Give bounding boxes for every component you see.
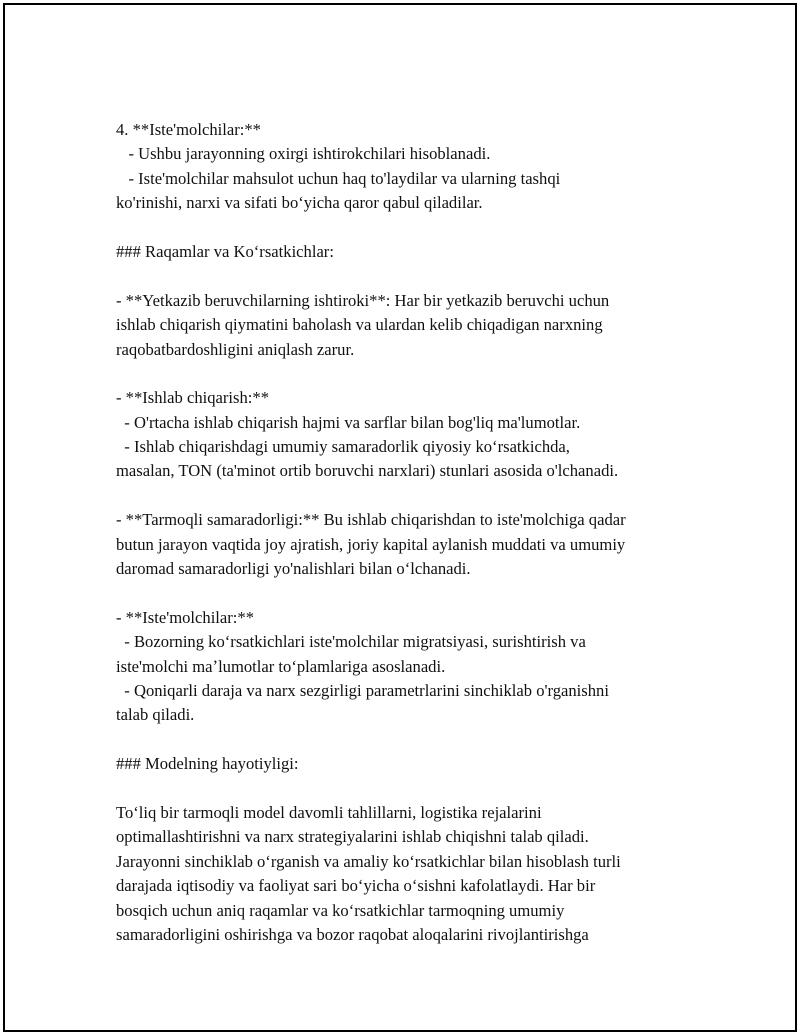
- section-heading: ### Modelning hayotiyligi:: [116, 754, 299, 774]
- section-heading: ### Raqamlar va Koʻrsatkichlar:: [116, 241, 334, 261]
- text-line: iste'molchi maʼlumotlar toʻplamlariga asoslanadi.: [116, 656, 446, 676]
- list-item-heading: 4. **Iste'molchilar:**: [116, 120, 261, 139]
- blank-line: [116, 264, 736, 288]
- text-line: ishlab chiqarish qiymatini baholash va ulardan kelib chiqadigan narxning: [116, 315, 603, 335]
- text-line: - Qoniqarli daraja va narx sezgirligi parametrlarini sinchiklab o'rganishni: [116, 680, 609, 700]
- text-line: raqobatbardoshligini aniqlash zarur.: [116, 339, 355, 359]
- text-line: masalan, TON (ta'minot ortib boruvchi narxlari) stunlari asosida o'lchanadi.: [116, 461, 619, 481]
- list-item-heading: - **Ishlab chiqarish:**: [116, 388, 269, 408]
- text-line: - O'rtacha ishlab chiqarish hajmi va sarflar bilan bog'liq ma'lumotlar.: [116, 412, 581, 432]
- blank-line: [116, 728, 736, 752]
- text-line: - Bozorning koʻrsatkichlari iste'molchilar migratsiyasi, surishtirish va: [116, 632, 586, 652]
- text-line: - Ishlab chiqarishdagi umumiy samaradorlik qiyosiy koʻrsatkichda,: [116, 437, 570, 457]
- text-line: talab qiladi.: [116, 705, 195, 725]
- text-line: Jarayonni sinchiklab oʻrganish va amaliy koʻrsatkichlar bilan hisoblash turli: [116, 851, 621, 871]
- text-line: - **Tarmoqli samaradorligi:** Bu ishlab chiqarishdan to iste'molchiga qadar: [116, 510, 626, 530]
- text-line: Toʻliq bir tarmoqli model davomli tahlillarni, logistika rejalarini: [116, 802, 542, 822]
- text-line: samaradorligini oshirishga va bozor raqobat aloqalarini rivojlantirishga: [116, 924, 589, 944]
- text-line: - **Yetkazib beruvchilarning ishtiroki**: Har bir yetkazib beruvchi uchun: [116, 290, 610, 310]
- text-line: optimallashtirishni va narx strategiyalarini ishlab chiqishni talab qiladi.: [116, 827, 589, 847]
- text-line: - Iste'molchilar mahsulot uchun haq to'laydilar va ularning tashqi: [116, 168, 561, 188]
- document-body: [116, 118, 736, 947]
- text-line: bosqich uchun aniq raqamlar va koʻrsatkichlar tarmoqning umumiy: [116, 900, 565, 920]
- list-item-heading: - **Iste'molchilar:**: [116, 607, 255, 627]
- blank-line: [116, 216, 736, 240]
- blank-line: [116, 484, 736, 508]
- text-line: daromad samaradorligi yo'nalishlari bilan oʻlchanadi.: [116, 559, 471, 579]
- blank-line: [116, 362, 736, 386]
- blank-line: [116, 581, 736, 605]
- text-line: butun jarayon vaqtida joy ajratish, joriy kapital aylanish muddati va umumiy: [116, 534, 626, 554]
- blank-line: [116, 777, 736, 801]
- text-line: darajada iqtisodiy va faoliyat sari boʻyicha oʻsishni kafolatlaydi. Har bir: [116, 876, 596, 896]
- text-line: ko'rinishi, narxi va sifati boʻyicha qaror qabul qiladilar.: [116, 193, 483, 213]
- text-line: - Ushbu jarayonning oxirgi ishtirokchilari hisoblanadi.: [116, 144, 491, 164]
